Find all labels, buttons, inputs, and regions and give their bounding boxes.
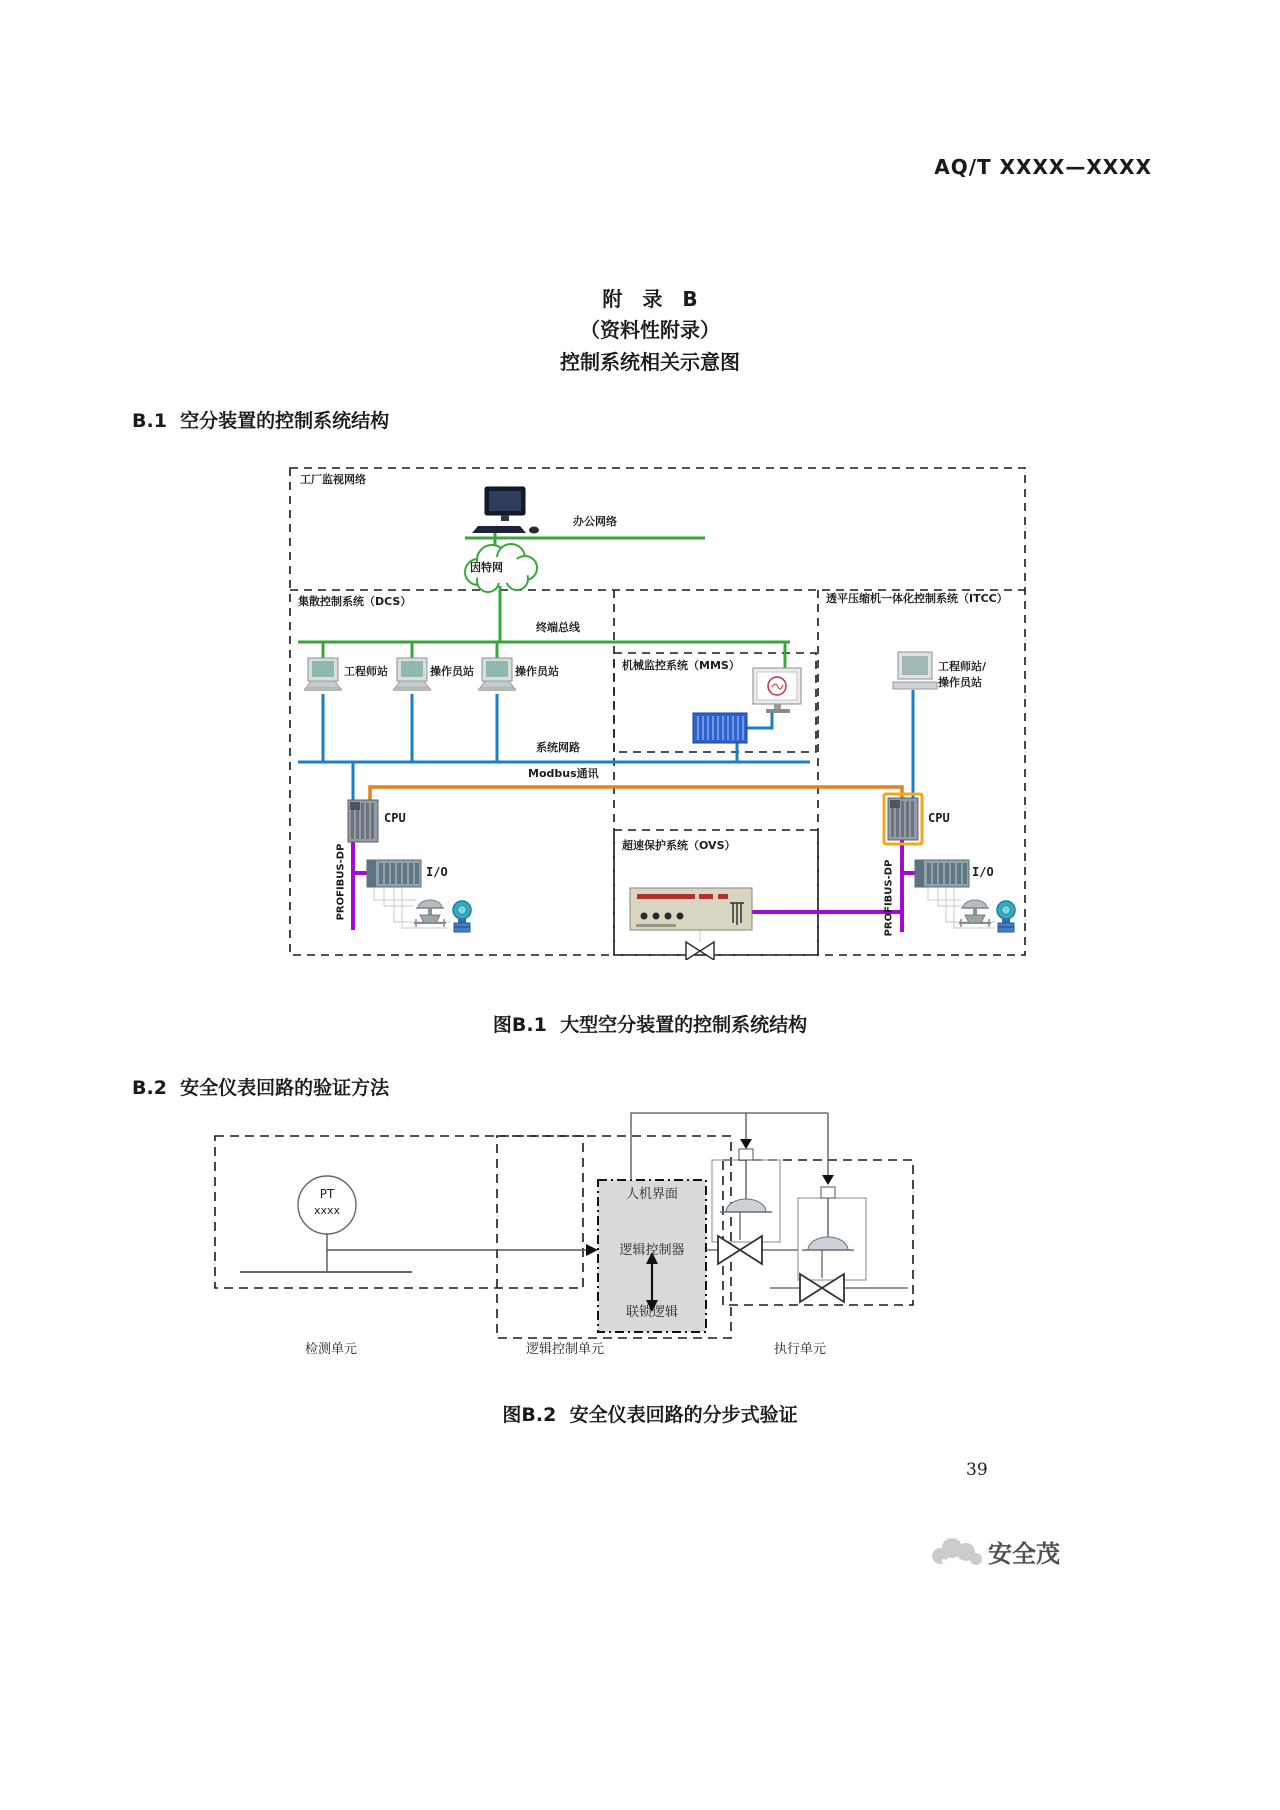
ovs-valve-icon (686, 942, 714, 960)
pt-label: PT (319, 1187, 335, 1201)
engineer-station-icon (304, 658, 342, 691)
standard-number: AQ/T XXXX—XXXX (934, 155, 1152, 179)
operator-station-icon (393, 658, 431, 691)
system-network-line (298, 690, 913, 801)
dcs-label: 集散控制系统（DCS） (298, 595, 412, 608)
section-b1-heading: B.1 空分装置的控制系统结构 (132, 410, 390, 432)
page-number: 39 (966, 1460, 988, 1480)
execution-unit-label: 执行单元 (773, 1342, 826, 1357)
field-valve-icon (414, 900, 446, 927)
modbus-line (370, 787, 902, 801)
dcs-cpu-icon (348, 800, 378, 842)
valve2-arrow (822, 1175, 834, 1185)
office-network-label: 办公网络 (573, 515, 617, 528)
profibus-label-left: PROFIBUS-DP (335, 843, 347, 921)
sensor-signal-line (327, 1244, 598, 1256)
dcs-cpu-label: CPU (384, 811, 406, 825)
section-b2-heading: B.2 安全仪表回路的验证方法 (132, 1077, 390, 1099)
operator-station-icon (478, 658, 516, 691)
engineer-station-label: 工程师站 (344, 665, 388, 678)
valve1-arrow (740, 1139, 752, 1149)
system-network-label: 系统网路 (536, 741, 580, 754)
itcc-station-icon (893, 652, 937, 689)
detection-unit-box (215, 1136, 583, 1288)
diagram-b2-borders (215, 1136, 913, 1338)
watermark-text: 安全茂 (988, 1539, 1060, 1568)
office-network-line (465, 528, 705, 642)
mms-monitor-icon (753, 668, 801, 713)
itcc-station-label-1: 工程师站/ (938, 660, 987, 673)
profibus-label-right: PROFIBUS-DP (883, 859, 895, 937)
ovs-panel-icon (630, 888, 752, 930)
appendix-topic: 控制系统相关示意图 (560, 350, 740, 374)
watermark (930, 1532, 1060, 1570)
terminal-bus-label: 终端总线 (536, 621, 580, 634)
itcc-station-label-2: 操作员站 (938, 676, 982, 689)
diagram-b1 (250, 460, 1050, 960)
detection-unit-label: 检测单元 (304, 1342, 357, 1357)
itcc-io-icon (915, 860, 969, 887)
ovs-label: 超速保护系统（OVS） (622, 839, 736, 852)
itcc-label: 透平压缩机一体化控制系统（ITCC） (826, 592, 1008, 605)
dcs-io-icon (367, 860, 421, 887)
figure-b1-caption: 图B.1 大型空分装置的控制系统结构 (492, 1014, 808, 1036)
operator-station-label: 操作员站 (430, 665, 474, 678)
itcc-cpu-icon (888, 798, 918, 840)
mms-label: 机械监控系统（MMS） (622, 659, 740, 672)
hmi-label: 人机界面 (625, 1187, 678, 1202)
modbus-label: Modbus通讯 (528, 767, 599, 780)
mms-server-icon (693, 713, 747, 743)
field-transmitter-icon (453, 901, 471, 932)
logic-unit-label: 逻辑控制单元 (525, 1342, 604, 1357)
figure-b2-caption: 图B.2 安全仪表回路的分步式验证 (502, 1404, 798, 1426)
pt-tag-label: xxxx (313, 1204, 341, 1217)
valve-assembly-2 (798, 1187, 866, 1302)
watermark-logo-icon (930, 1532, 984, 1570)
logic-controller-label: 逻辑控制器 (619, 1243, 685, 1258)
execution-unit-box (723, 1160, 913, 1305)
field-transmitter-icon (997, 901, 1015, 932)
desktop-computer-icon (472, 487, 539, 534)
interlock-logic-label: 联锁逻辑 (625, 1305, 678, 1320)
appendix-title: 附 录 B (602, 287, 698, 311)
itcc-io-label: I/O (972, 865, 994, 879)
itcc-cpu-label: CPU (928, 811, 950, 825)
diagram-b2 (200, 1100, 930, 1380)
operator-station-label: 操作员站 (515, 665, 559, 678)
dcs-io-label: I/O (426, 865, 448, 879)
internet-label: 因特网 (470, 561, 503, 574)
appendix-subtitle: （资料性附录） (580, 318, 720, 342)
factory-network-label: 工厂监视网络 (300, 473, 366, 486)
field-valve-icon (959, 900, 991, 927)
